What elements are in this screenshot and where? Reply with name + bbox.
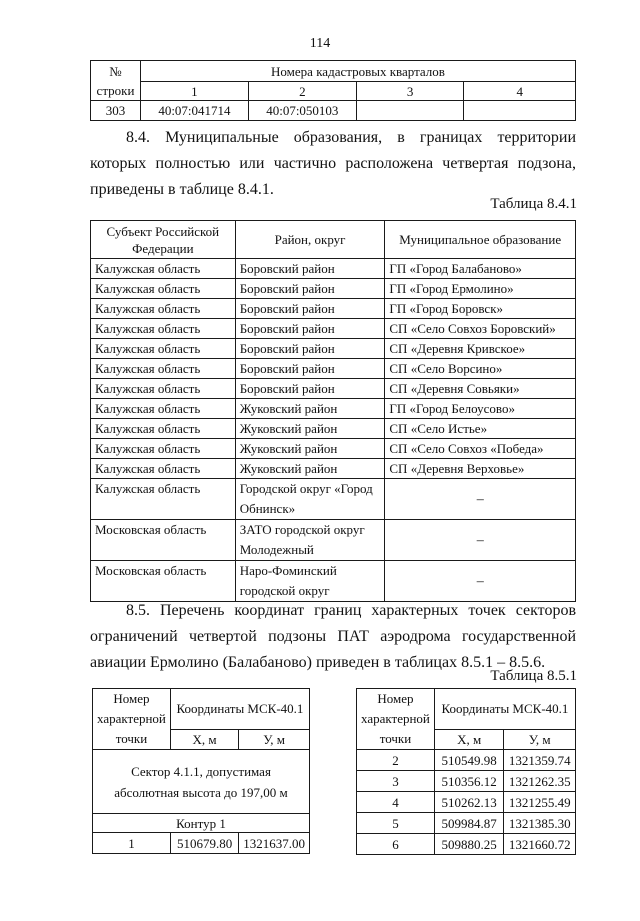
municipality-cell: – bbox=[385, 561, 576, 602]
group-header: Номера кадастровых кварталов bbox=[140, 61, 575, 82]
municipality-cell: ГП «Город Балабаново» bbox=[385, 259, 576, 279]
row-number: 303 bbox=[91, 101, 141, 121]
coord-x: 510356.12 bbox=[434, 771, 504, 792]
paragraph-8-5: 8.5. Перечень координат границ характерных точек секторов ограничений четвертой подзоны ПАТ аэродрома государственной авиации Ермолино (Балабаново) приведен в таблицах 8.5.1 – 8.5.6. bbox=[90, 602, 576, 671]
subject-cell: Московская область bbox=[91, 520, 236, 561]
municipality-cell: ГП «Город Боровск» bbox=[385, 299, 576, 319]
table-row bbox=[91, 561, 576, 602]
table-cell bbox=[464, 101, 576, 121]
point-number: 5 bbox=[357, 813, 435, 834]
municipality-cell: СП «Деревня Верховье» bbox=[385, 459, 576, 479]
district-cell: Боровский район bbox=[235, 279, 385, 299]
header-coords: Координаты МСК-40.1 bbox=[434, 689, 575, 730]
district-cell: Жуковский район bbox=[235, 459, 385, 479]
table-row bbox=[91, 379, 576, 399]
table-row bbox=[357, 792, 576, 813]
district-cell: Боровский район bbox=[235, 319, 385, 339]
municipality-cell: СП «Село Совхоз «Победа» bbox=[385, 439, 576, 459]
header-point-number: Номер характерной точки bbox=[357, 689, 435, 750]
table-row bbox=[93, 833, 310, 854]
coord-x: 509984.87 bbox=[434, 813, 504, 834]
municipality-cell: ГП «Город Белоусово» bbox=[385, 399, 576, 419]
table-row bbox=[357, 750, 576, 771]
municipal-table bbox=[90, 220, 576, 602]
num-label-2: строки bbox=[91, 82, 141, 101]
table-row bbox=[91, 359, 576, 379]
col-number: 3 bbox=[356, 82, 464, 101]
header-y: У, м bbox=[504, 729, 576, 749]
municipality-cell: – bbox=[385, 520, 576, 561]
coords-table-left bbox=[92, 688, 310, 854]
district-cell: Боровский район bbox=[235, 379, 385, 399]
subject-cell: Московская область bbox=[91, 561, 236, 602]
num-label: № bbox=[91, 61, 141, 82]
district-cell: Жуковский район bbox=[235, 439, 385, 459]
header-coords: Координаты МСК-40.1 bbox=[170, 689, 309, 730]
district-cell: Боровский район bbox=[235, 259, 385, 279]
header-point-number: Номер характерной точки bbox=[93, 689, 171, 750]
sector-note: Сектор 4.1.1, допустимая абсолютная высота до 197,00 м bbox=[93, 750, 310, 814]
table-caption-8-4-1: Таблица 8.4.1 bbox=[490, 196, 577, 212]
subject-cell: Калужская область bbox=[91, 259, 236, 279]
subject-cell: Калужская область bbox=[91, 359, 236, 379]
subject-cell: Калужская область bbox=[91, 279, 236, 299]
municipality-cell: СП «Село Ворсино» bbox=[385, 359, 576, 379]
table-cell: 40:07:041714 bbox=[140, 101, 248, 121]
table-row bbox=[91, 101, 576, 121]
coord-x: 510262.13 bbox=[434, 792, 504, 813]
point-number: 1 bbox=[93, 833, 171, 854]
district-cell: Боровский район bbox=[235, 299, 385, 319]
subject-cell: Калужская область bbox=[91, 379, 236, 399]
subject-cell: Калужская область bbox=[91, 459, 236, 479]
header-municipality: Муниципальное образование bbox=[385, 221, 576, 259]
district-cell: Жуковский район bbox=[235, 419, 385, 439]
coord-y: 1321359.74 bbox=[504, 750, 576, 771]
municipality-cell: СП «Село Истье» bbox=[385, 419, 576, 439]
coord-y: 1321637.00 bbox=[239, 833, 310, 854]
coord-y: 1321385.30 bbox=[504, 813, 576, 834]
table-row bbox=[91, 339, 576, 359]
table-row bbox=[91, 439, 576, 459]
subject-cell: Калужская область bbox=[91, 299, 236, 319]
municipality-cell: СП «Деревня Кривское» bbox=[385, 339, 576, 359]
subject-cell: Калужская область bbox=[91, 319, 236, 339]
district-cell: ЗАТО городской округ Молодежный bbox=[235, 520, 385, 561]
header-y: У, м bbox=[239, 729, 310, 749]
subject-cell: Калужская область bbox=[91, 339, 236, 359]
subject-cell: Калужская область bbox=[91, 419, 236, 439]
table-cell bbox=[356, 101, 464, 121]
point-number: 3 bbox=[357, 771, 435, 792]
table-row bbox=[91, 419, 576, 439]
district-cell: Городской округ «Город Обнинск» bbox=[235, 479, 385, 520]
coord-x: 510549.98 bbox=[434, 750, 504, 771]
subject-cell: Калужская область bbox=[91, 399, 236, 419]
coords-table-right bbox=[356, 688, 576, 855]
header-subject: Субъект Российской Федерации bbox=[91, 221, 236, 259]
table-row bbox=[91, 319, 576, 339]
table-row bbox=[91, 279, 576, 299]
table-row bbox=[91, 459, 576, 479]
table-row bbox=[91, 299, 576, 319]
coord-y: 1321660.72 bbox=[504, 834, 576, 855]
district-cell: Боровский район bbox=[235, 359, 385, 379]
municipality-cell: – bbox=[385, 479, 576, 520]
coord-x: 509880.25 bbox=[434, 834, 504, 855]
col-number: 4 bbox=[464, 82, 576, 101]
district-cell: Жуковский район bbox=[235, 399, 385, 419]
table-row bbox=[357, 834, 576, 855]
table-row bbox=[91, 479, 576, 520]
subject-cell: Калужская область bbox=[91, 479, 236, 520]
municipality-cell: СП «Село Совхоз Боровский» bbox=[385, 319, 576, 339]
point-number: 4 bbox=[357, 792, 435, 813]
col-number: 1 bbox=[140, 82, 248, 101]
table-row bbox=[91, 259, 576, 279]
district-cell: Боровский район bbox=[235, 339, 385, 359]
coord-y: 1321255.49 bbox=[504, 792, 576, 813]
coord-y: 1321262.35 bbox=[504, 771, 576, 792]
table-cell: 40:07:050103 bbox=[248, 101, 356, 121]
paragraph-8-4: 8.4. Муниципальные образования, в границах территории которых полностью или частично расположена четвертая подзона, приведены в таблице 8.4.1. bbox=[90, 129, 576, 198]
municipality-cell: ГП «Город Ермолино» bbox=[385, 279, 576, 299]
district-cell: Наро-Фоминский городской округ bbox=[235, 561, 385, 602]
coord-x: 510679.80 bbox=[170, 833, 238, 854]
header-district: Район, округ bbox=[235, 221, 385, 259]
table-row bbox=[357, 813, 576, 834]
header-x: Х, м bbox=[434, 729, 504, 749]
point-number: 2 bbox=[357, 750, 435, 771]
contour-label: Контур 1 bbox=[93, 814, 310, 833]
cadastral-table bbox=[90, 60, 576, 121]
header-x: Х, м bbox=[170, 729, 238, 749]
point-number: 6 bbox=[357, 834, 435, 855]
table-caption-8-5-1: Таблица 8.5.1 bbox=[490, 668, 577, 684]
subject-cell: Калужская область bbox=[91, 439, 236, 459]
table-row bbox=[91, 520, 576, 561]
table-row bbox=[357, 771, 576, 792]
municipality-cell: СП «Деревня Совьяки» bbox=[385, 379, 576, 399]
page-number: 114 bbox=[309, 36, 331, 51]
table-row bbox=[91, 399, 576, 419]
col-number: 2 bbox=[248, 82, 356, 101]
